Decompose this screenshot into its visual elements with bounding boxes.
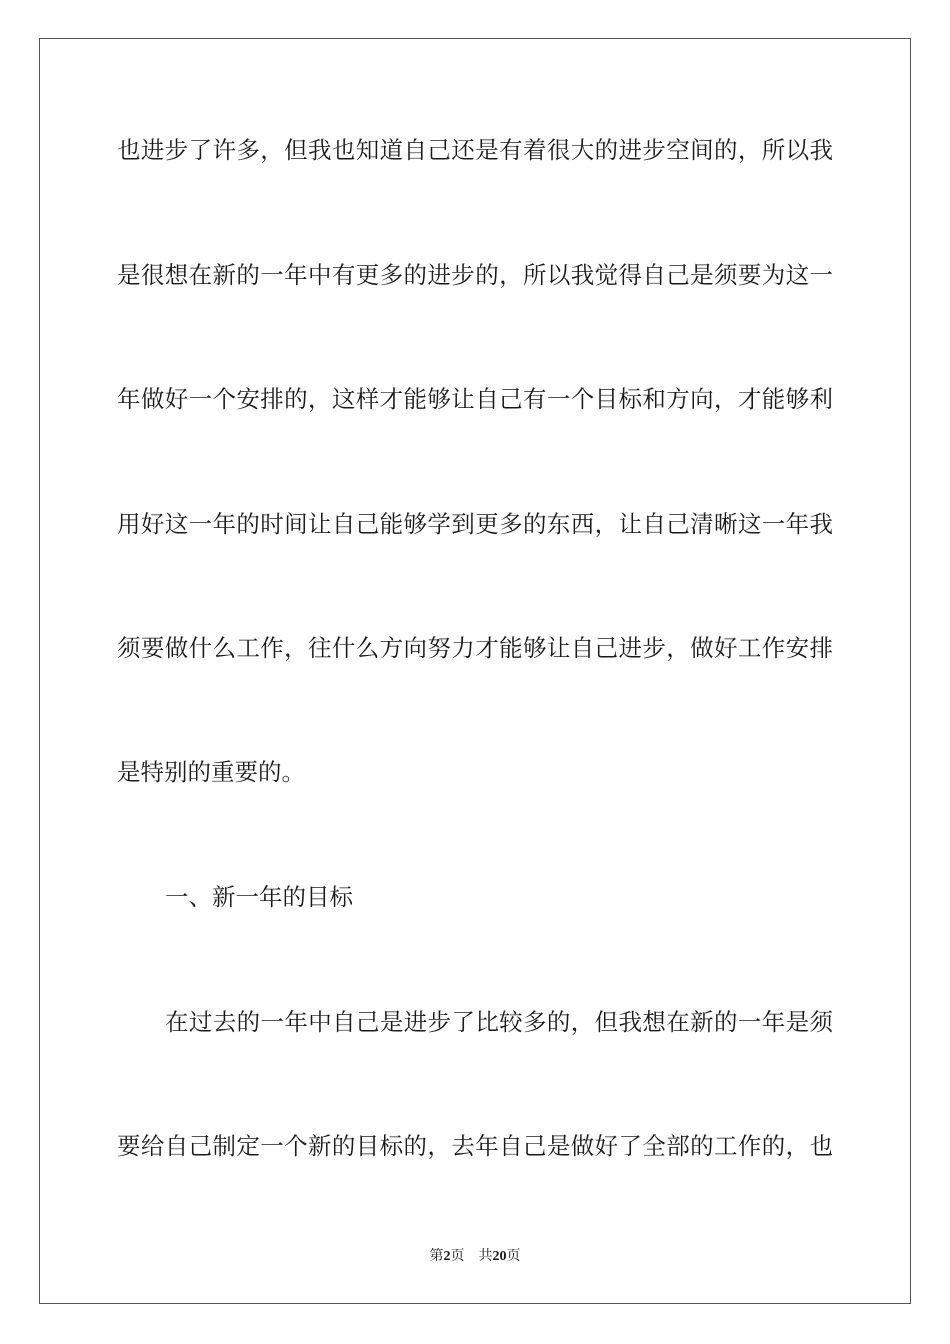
paragraph2-line-2: 要给自己制定一个新的目标的，去年自己是做好了全部的工作的，也 <box>117 1132 833 1160</box>
page-border <box>39 38 911 1304</box>
footer-total-pages: 20 <box>492 1249 507 1264</box>
footer-total-prefix: 共 <box>478 1248 493 1264</box>
footer-page-suffix: 页 <box>450 1248 465 1264</box>
body-line-1: 也进步了许多，但我也知道自己还是有着很大的进步空间的，所以我 <box>117 136 833 164</box>
body-line-6: 是特别的重要的。 <box>117 758 305 786</box>
section-heading: 一、新一年的目标 <box>165 883 353 911</box>
footer-total-suffix: 页 <box>506 1248 521 1264</box>
body-line-2: 是很想在新的一年中有更多的进步的，所以我觉得自己是须要为这一 <box>117 261 833 289</box>
body-line-5: 须要做什么工作，往什么方向努力才能够让自己进步，做好工作安排 <box>117 634 833 662</box>
body-line-3: 年做好一个安排的，这样才能够让自己有一个目标和方向，才能够利 <box>117 385 833 413</box>
footer-page-number: 2 <box>443 1249 451 1264</box>
page-footer <box>0 1247 950 1266</box>
body-line-4: 用好这一年的时间让自己能够学到更多的东西，让自己清晰这一年我 <box>117 510 833 538</box>
paragraph2-line-1: 在过去的一年中自己是进步了比较多的，但我想在新的一年是须 <box>165 1008 833 1036</box>
footer-page-prefix: 第 <box>429 1248 444 1264</box>
